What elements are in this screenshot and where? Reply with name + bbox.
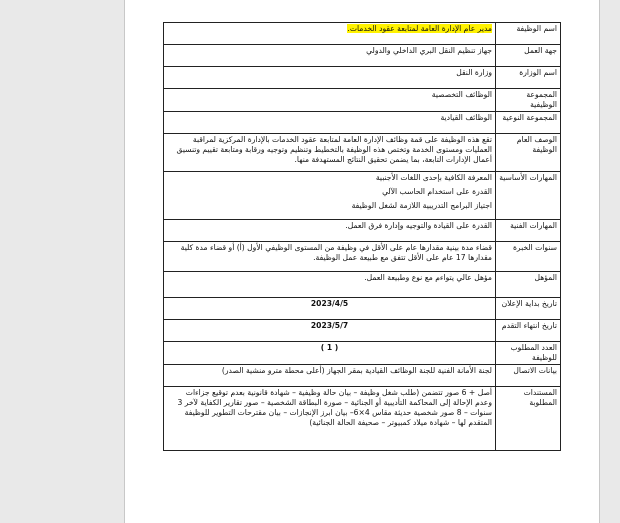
table-row [164,112,561,134]
table-row [164,23,561,45]
row-label: المجموعة النوعية [496,112,561,134]
row-label: اسم الوظيفة [496,23,561,45]
row-value: الوظائف التخصصية [164,89,496,112]
row-value: قضاء مدة بينية مقدارها عام على الأقل في وظيفة من المستوى الوظيفي الأول (أ) أو قضاء مدة كلية مقدارها 17 عام على الأقل تتفق مع طبيعة عمل الوظيفة. [164,242,496,272]
table-row [164,242,561,272]
row-label: الوصف العام الوظيفة [496,134,561,172]
table-row [164,134,561,172]
row-label: المهارات الفنية [496,220,561,242]
row-label: بيانات الاتصال [496,365,561,387]
row-label: تاريخ انتهاء التقدم [496,320,561,342]
table-row [164,365,561,387]
table-row [164,45,561,67]
row-value: أصل + 6 صور تتضمن (طلب شغل وظيفة – بيان حالة وظيفية – شهادة قانونية بعدم توقيع جزاءات وعدم الإحالة إلى المحاكمة التأديبية أو الجنائية – صورة البطاقة الشخصية – صور تقارير الكفاية لآخر 3 سنوات – 8 صور شخصية حديثة مقاس 4×6– بيان ابرز الإنجازات – بيان مقترحات التطوير للوظيفة المتقدم لها – شهادة ميلاد كمبيوتر – صحيفة الحالة الجنائية) [164,387,496,451]
row-label: اسم الوزارة [496,67,561,89]
row-value: جهاز تنظيم النقل البري الداخلي والدولي [164,45,496,67]
skill-line: المعرفة الكافية بإحدى اللغات الأجنبية [375,173,492,182]
row-value: مؤهل عالي يتواءم مع نوع وطبيعة العمل. [164,272,496,298]
row-value: الوظائف القيادية [164,112,496,134]
job-details-table [163,22,561,451]
table-row [164,342,561,365]
application-end-date: 2023/5/7 [164,320,496,342]
row-value: وزارة النقل [164,67,496,89]
table-row [164,220,561,242]
table-row [164,320,561,342]
row-label: جهة العمل [496,45,561,67]
row-label: المؤهل [496,272,561,298]
row-value: لجنة الأمانة الفنية للجنة الوظائف القيادية بمقر الجهاز (أعلى محطة مترو منشية الصدر) [164,365,496,387]
row-value: تقع هذه الوظيفة على قمة وظائف الإدارة العامة لمتابعة عقود الخدمات بالإدارة المركزية لمراقبة العمليات ومستوى الخدمة وتختص هذه الوظيفة بالتخطيط وتنظيم وتوجيه ورقابة ومتابعة تقييم وتنسيق أعمال الإدارات التابعة، بما يضمن تحقيق النتائج المستهدفة منها. [164,134,496,172]
row-label: المجموعة الوظيفية [496,89,561,112]
row-label: المستندات المطلوبة [496,387,561,451]
row-label: المهارات الأساسية [496,172,561,220]
announcement-start-date: 2023/4/5 [164,298,496,320]
row-label: سنوات الخبرة [496,242,561,272]
table-row [164,272,561,298]
row-label: تاريخ بداية الإعلان [496,298,561,320]
skill-line: اجتياز البرامج التدريبية اللازمة لشغل الوظيفة [351,201,492,210]
row-label: العدد المطلوب للوظيفة [496,342,561,365]
row-value: القدرة على القيادة والتوجيه وإدارة فرق العمل. [164,220,496,242]
table-row [164,172,561,220]
required-count: ( 1 ) [164,342,496,365]
skill-line: القدرة على استخدام الحاسب الآلي [382,187,492,196]
document-page [124,0,600,523]
job-title-value: مدير عام الإدارة العامة لمتابعة عقود الخدمات. [347,24,492,33]
table-row [164,387,561,451]
table-row [164,298,561,320]
table-row [164,67,561,89]
table-row [164,89,561,112]
